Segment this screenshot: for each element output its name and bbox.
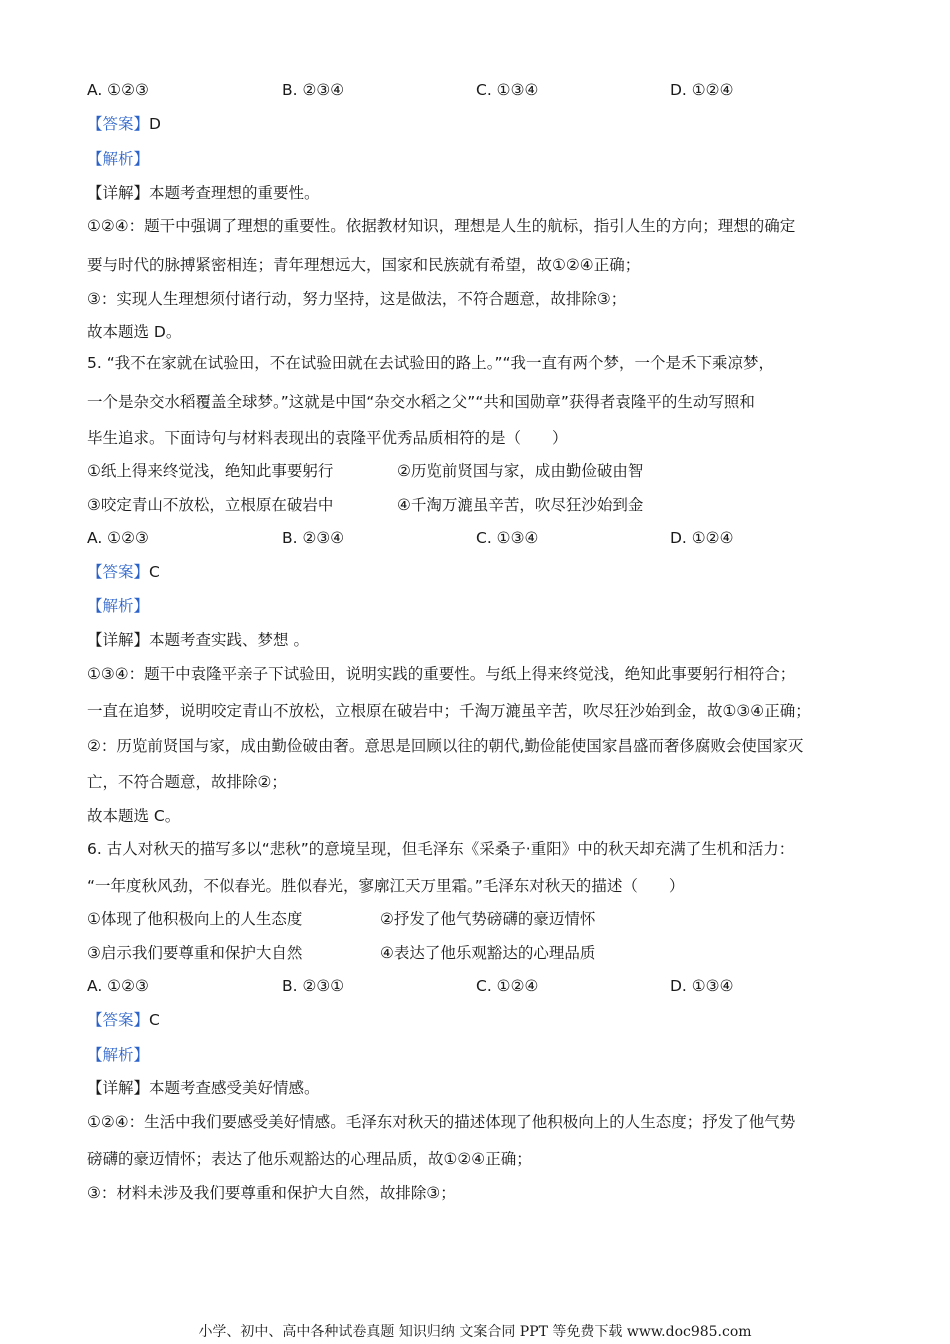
q5-stem-line: 一个是杂交水稻覆盖全球梦。”这就是中国“杂交水稻之父”“共和国勋章”获得者袁隆平的生动写照和 [87,393,755,411]
q4-option-a: A. ①②③ [87,81,149,99]
detail-tag: 【详解】 [87,184,150,202]
answer-tag: 【答案】 [87,1011,150,1029]
q5-detail-line: ①③④：题干中袁隆平亲子下试验田，说明实践的重要性。与纸上得来终觉浅，绝知此事要躬行相符合； [87,665,796,683]
q4-detail-line: 故本题选 D。 [87,323,182,341]
q6-choice: ②抒发了他气势磅礴的豪迈情怀 [380,910,596,928]
q5-choice: ④千淘万漉虽辛苦，吹尽狂沙始到金 [397,496,644,514]
q5-detail-line: 故本题选 C。 [87,807,181,825]
q5-choice: ③咬定青山不放松，立根原在破岩中 [87,496,334,514]
q5-analysis-tag: 【解析】 [87,597,150,615]
q6-detail-line: ①②④：生活中我们要感受美好情感。毛泽东对秋天的描述体现了他积极向上的人生态度；抒发了他气势 [87,1113,796,1131]
q6-stem-line: “一年度秋风劲，不似春光。胜似春光，寥廓江天万里霜。”毛泽东对秋天的描述（ ） [87,877,685,895]
q5-detail-line [87,630,309,650]
answer-value: D [149,115,161,133]
page-footer: 小学、初中、高中各种试卷真题 知识归纳 文案合同 PPT 等免费下载 www.doc985.com [198,1324,752,1340]
q5-option-c: C. ①③④ [476,529,539,547]
q6-stem-line: 6. 古人对秋天的描写多以“悲秋”的意境呈现，但毛泽东《采桑子·重阳》中的秋天却充满了生机和活力： [87,840,795,858]
q6-choice: ①体现了他积极向上的人生态度 [87,910,303,928]
q6-analysis-tag: 【解析】 [87,1046,150,1064]
q6-option-a: A. ①②③ [87,977,149,995]
detail-text: 本题考查感受美好情感。 [149,1079,320,1097]
detail-text: 本题考查理想的重要性。 [149,184,320,202]
q5-detail-line: ②：历览前贤国与家，成由勤俭破由奢。意思是回顾以往的朝代,勤俭能使国家昌盛而奢侈腐败会使国家灭 [87,737,804,755]
q5-option-d: D. ①②④ [670,529,734,547]
q4-detail-line: 要与时代的脉搏紧密相连；青年理想远大，国家和民族就有希望，故①②④正确； [87,256,641,274]
q5-answer [87,562,160,582]
q4-detail-line: ①②④：题干中强调了理想的重要性。依据教材知识，理想是人生的航标，指引人生的方向；理想的确定 [87,217,796,235]
detail-tag: 【详解】 [87,1079,150,1097]
q4-detail-line [87,183,320,203]
answer-tag: 【答案】 [87,563,150,581]
detail-text: 本题考查实践、梦想 。 [149,631,309,649]
q6-detail-line: 磅礴的豪迈情怀；表达了他乐观豁达的心理品质，故①②④正确； [87,1150,532,1168]
answer-value: C [149,1011,160,1029]
q4-option-c: C. ①③④ [476,81,539,99]
q6-detail-line: ③：材料未涉及我们要尊重和保护大自然，故排除③； [87,1184,456,1202]
q6-choice: ④表达了他乐观豁达的心理品质 [380,944,596,962]
detail-tag: 【详解】 [87,631,150,649]
q4-answer [87,114,161,134]
q6-option-d: D. ①③④ [670,977,734,995]
q4-option-b: B. ②③④ [282,81,345,99]
q4-analysis-tag: 【解析】 [87,150,150,168]
q5-option-a: A. ①②③ [87,529,149,547]
q5-stem-line: 毕生追求。下面诗句与材料表现出的袁隆平优秀品质相符的是（ ） [87,429,568,447]
q5-choice: ①纸上得来终觉浅，绝知此事要躬行 [87,462,334,480]
q4-detail-line: ③：实现人生理想须付诸行动，努力坚持，这是做法，不符合题意，故排除③； [87,290,627,308]
q6-choice: ③启示我们要尊重和保护大自然 [87,944,303,962]
q6-option-b: B. ②③① [282,977,345,995]
q6-answer [87,1010,160,1030]
q5-detail-line: 亡，不符合题意，故排除②； [87,773,287,791]
q5-choice: ②历览前贤国与家，成由勤俭破由智 [397,462,644,480]
q5-stem-line: 5. “我不在家就在试验田，不在试验田就在去试验田的路上。”“我一直有两个梦，一个是禾下乘凉梦， [87,354,775,372]
q6-detail-line [87,1078,320,1098]
q5-detail-line: 一直在追梦，说明咬定青山不放松，立根原在破岩中；千淘万漉虽辛苦，吹尽狂沙始到金，故①③④正确； [87,702,811,720]
answer-tag: 【答案】 [87,115,150,133]
answer-value: C [149,563,160,581]
q5-option-b: B. ②③④ [282,529,345,547]
q4-option-d: D. ①②④ [670,81,734,99]
q6-option-c: C. ①②④ [476,977,539,995]
